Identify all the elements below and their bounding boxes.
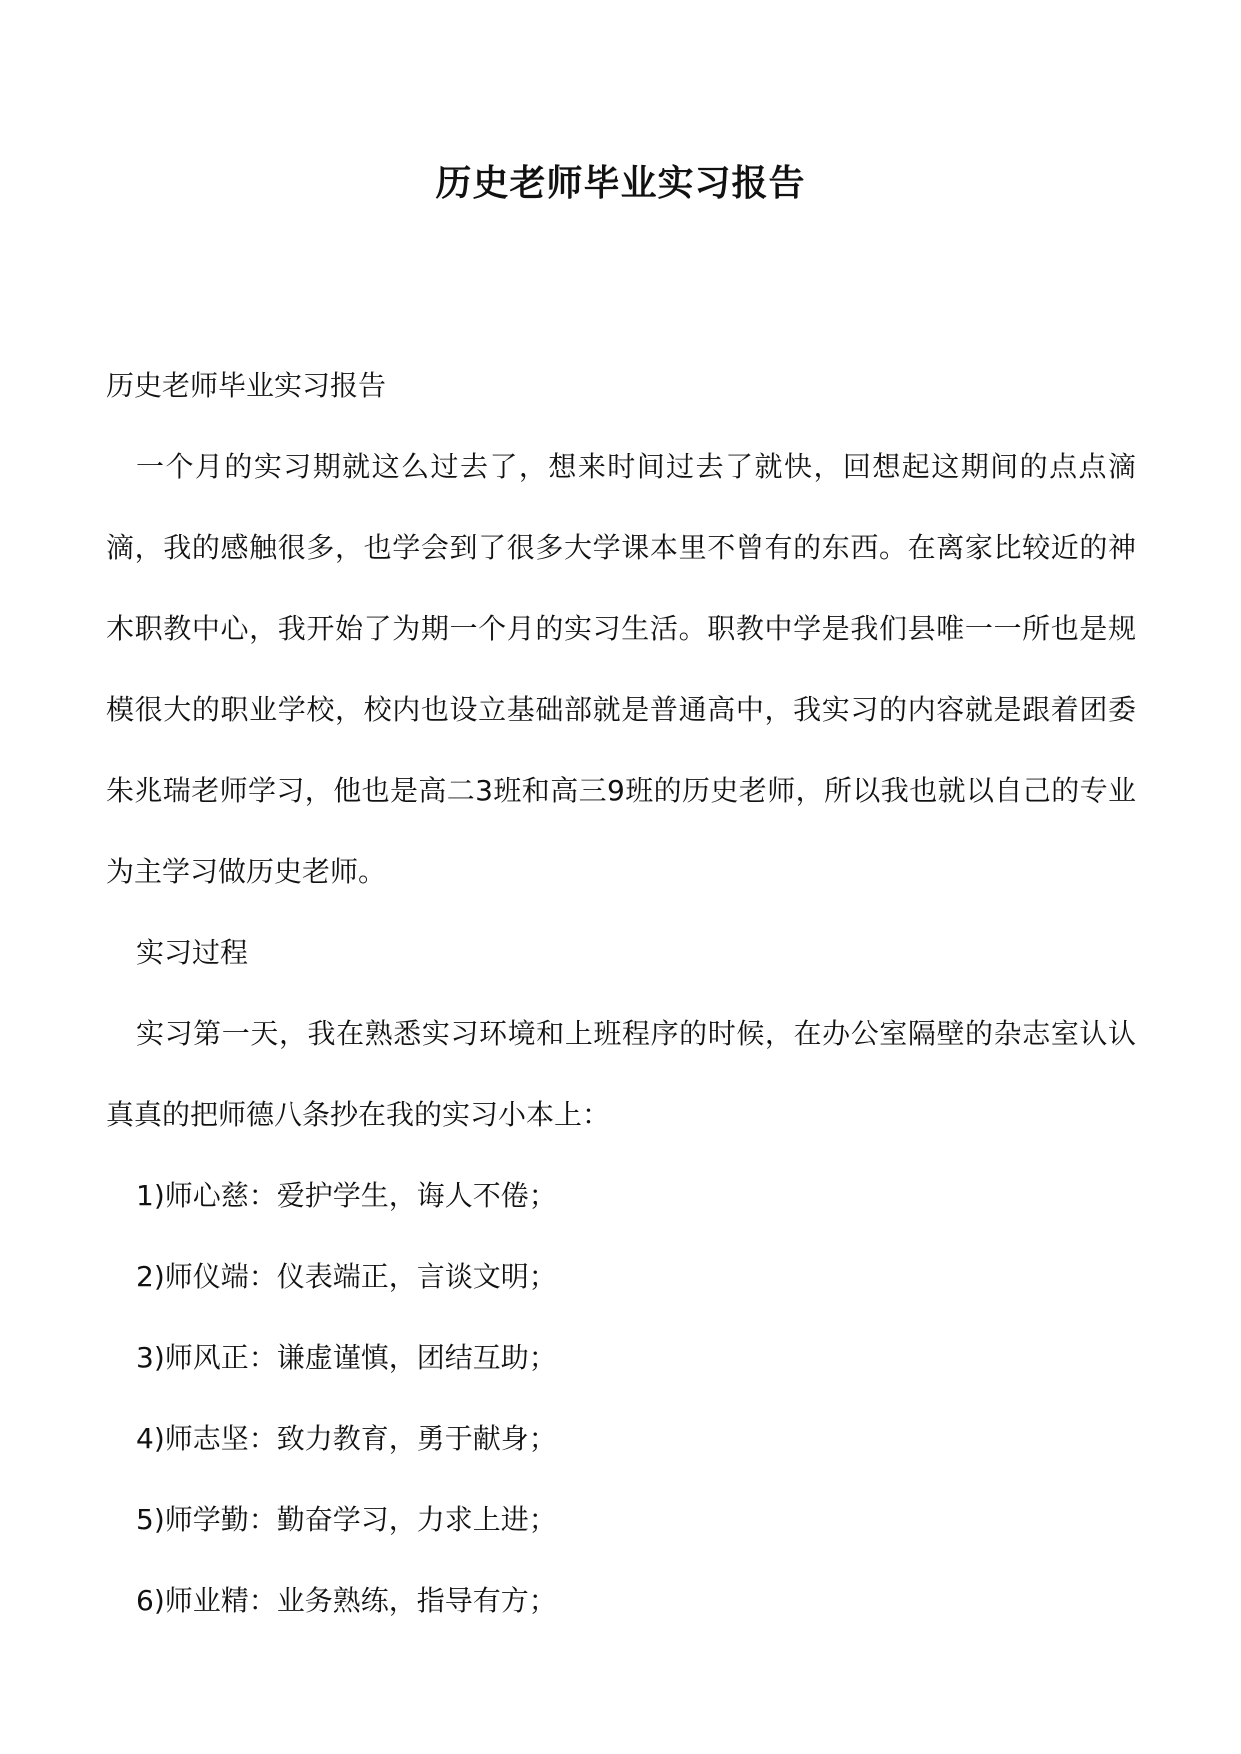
document-body: [106, 345, 1136, 1641]
rule-item-4: 4)师志坚：致力教育，勇于献身；: [136, 1422, 557, 1455]
rule-item-2: 2)师仪端：仪表端正，言谈文明；: [136, 1260, 557, 1293]
rule-item-1: 1)师心慈：爱护学生，诲人不倦；: [136, 1179, 557, 1212]
section-heading: 实习过程: [136, 936, 249, 969]
intro-paragraph: 一个月的实习期就这么过去了，想来时间过去了就快，回想起这期间的点点滴滴，我的感触很多，也学会到了很多大学课本里不曾有的东西。在离家比较近的神木职教中心，我开始了为期一个月的实习生活。职教中学是我们县唯一一所也是规模很大的职业学校，校内也设立基础部就是普通高中，我实习的内容就是跟着团委朱兆瑞老师学习，他也是高二3班和高三9班的历史老师，所以我也就以自己的专业为主学习做历史老师。: [106, 450, 1136, 888]
rule-item-3: 3)师风正：谦虚谨慎，团结互助；: [136, 1341, 557, 1374]
process-paragraph: 实习第一天，我在熟悉实习环境和上班程序的时候，在办公室隔壁的杂志室认认真真的把师德八条抄在我的实习小本上：: [106, 1017, 1136, 1131]
rule-item-6: 6)师业精：业务熟练，指导有方；: [136, 1584, 557, 1617]
document-subtitle: 历史老师毕业实习报告: [106, 369, 387, 402]
rule-item-5: 5)师学勤：勤奋学习，力求上进；: [136, 1503, 557, 1536]
document-title: 历史老师毕业实习报告: [435, 162, 806, 204]
